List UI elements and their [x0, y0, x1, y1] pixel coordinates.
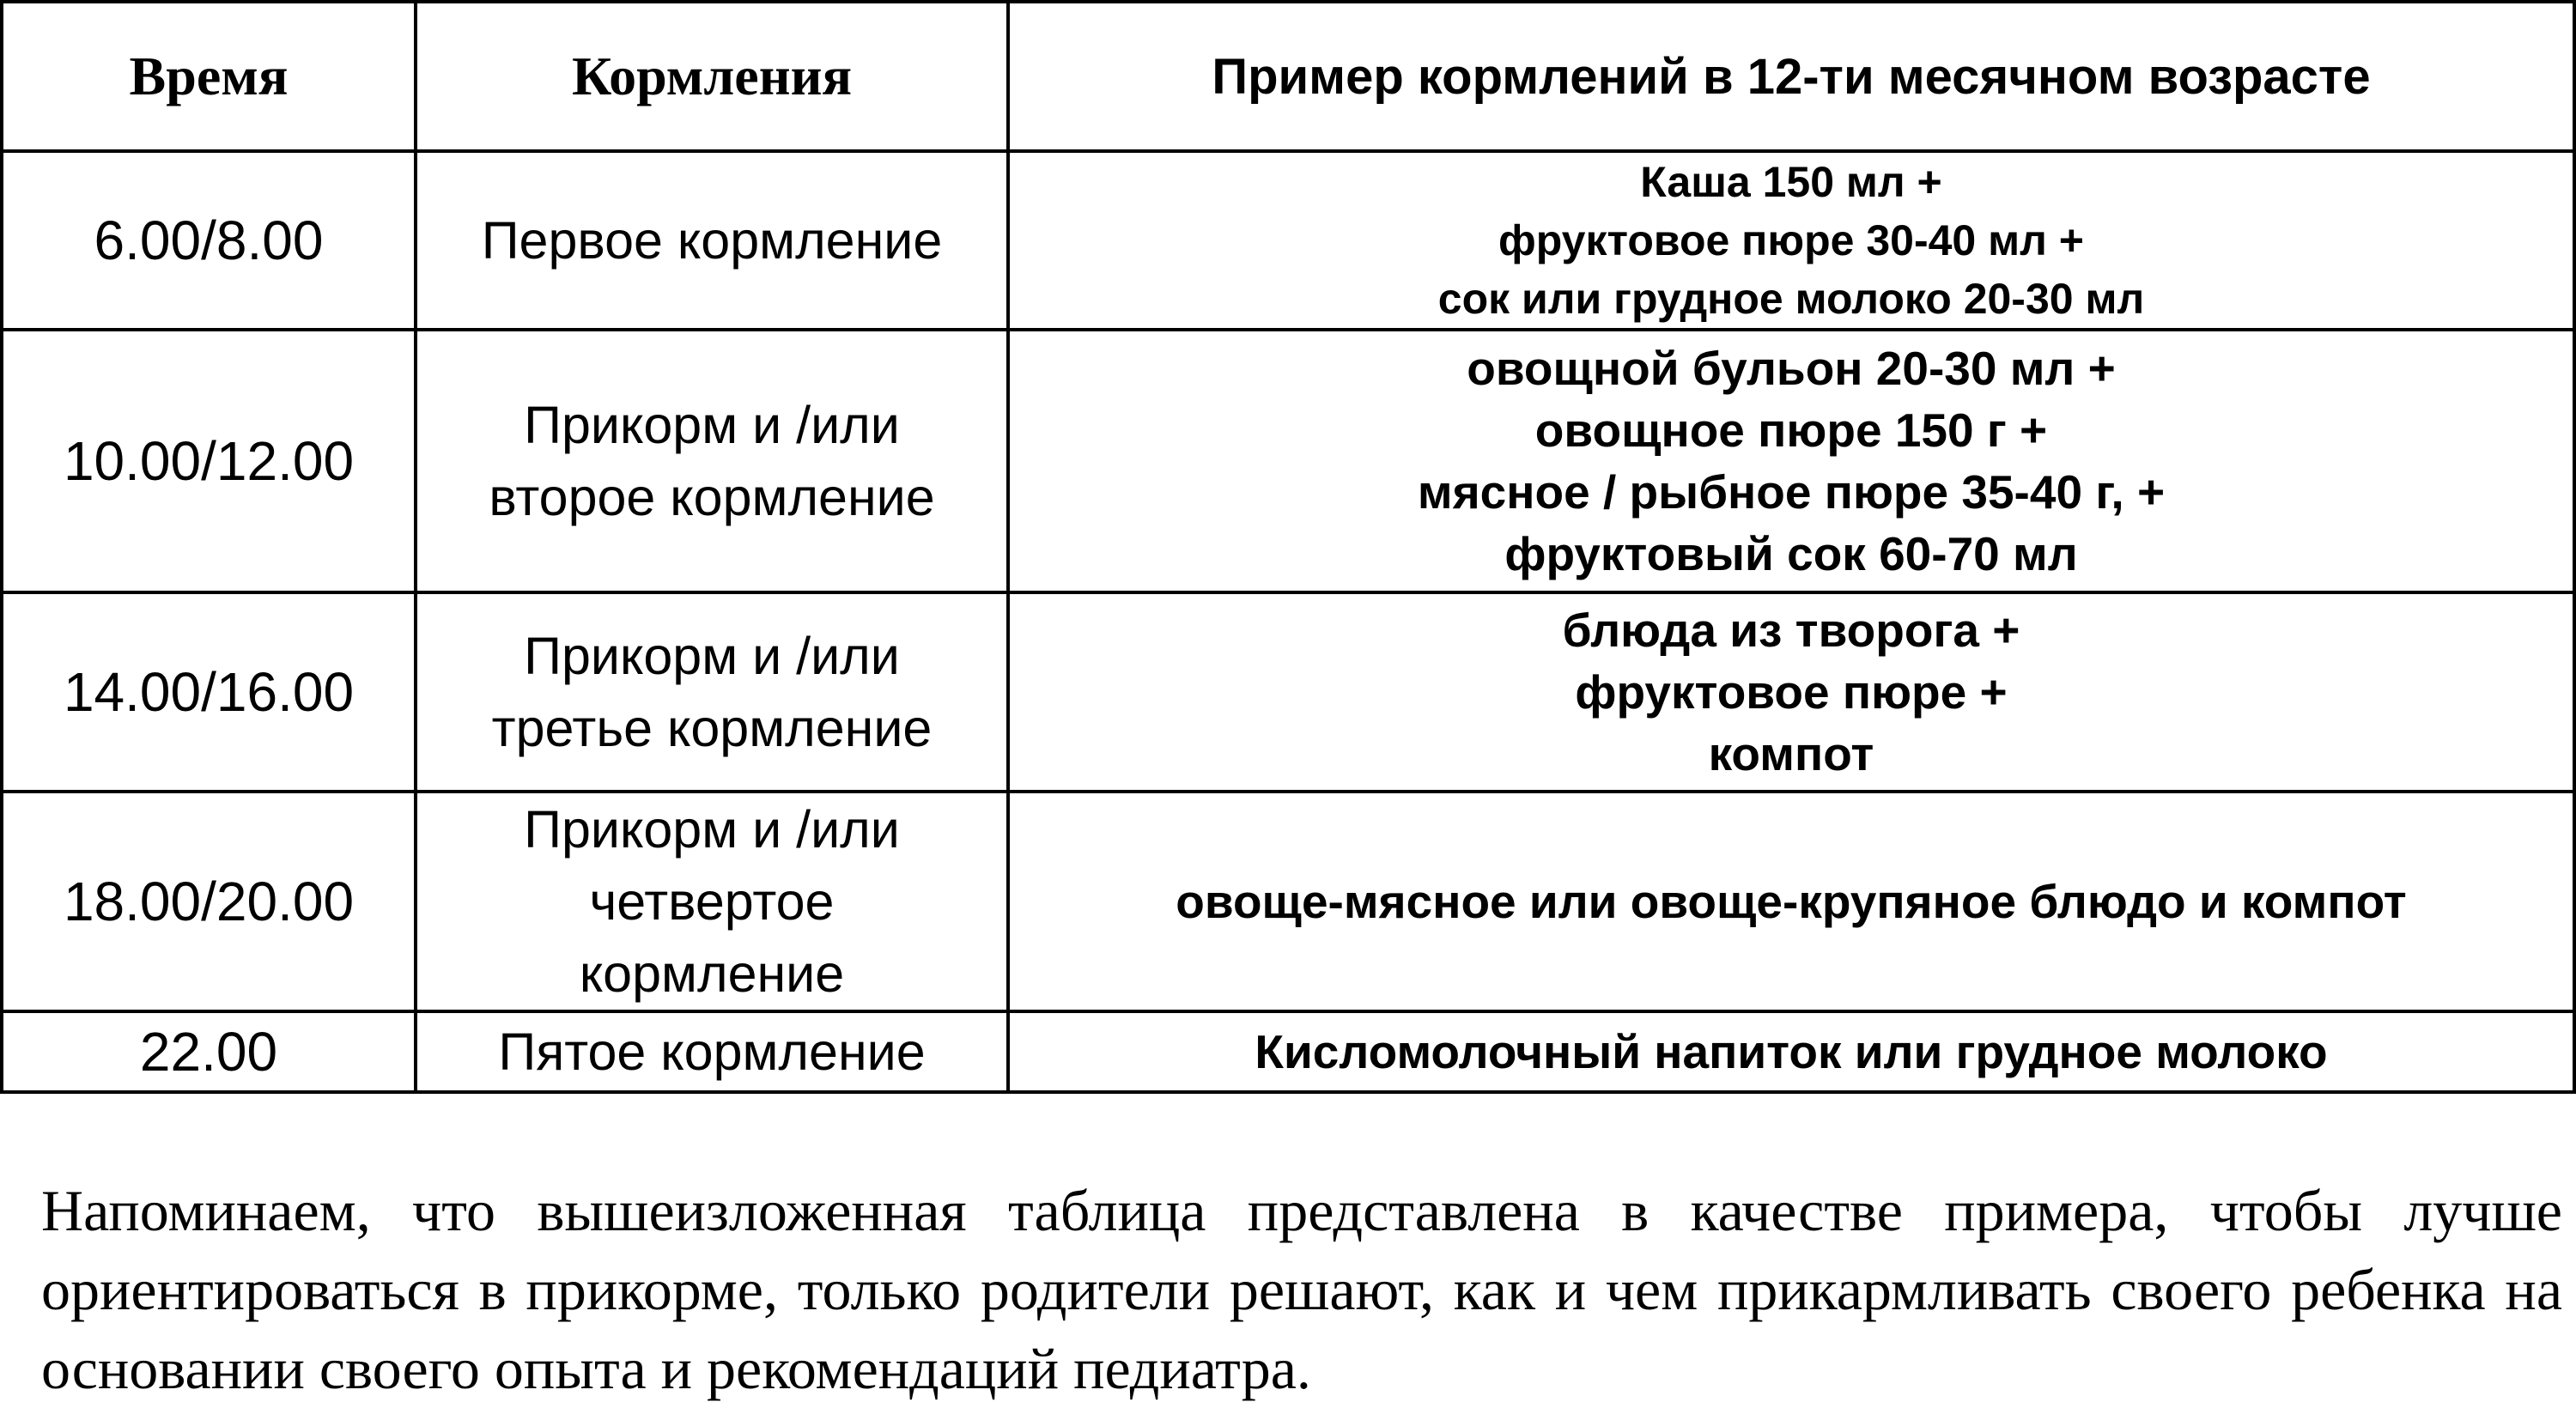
example-line: мясное / рыбное пюре 35-40 г, + — [1417, 465, 2166, 519]
example-line: фруктовое пюре + — [1575, 665, 2008, 719]
feeding-line: Прикорм и /или — [524, 396, 900, 454]
feeding-cell — [416, 151, 1008, 330]
example-line: блюда из творога + — [1562, 604, 2020, 657]
example-cell — [1008, 151, 2574, 330]
example-line: овощной бульон 20-30 мл + — [1467, 342, 2116, 395]
feeding-line: Первое кормление — [481, 211, 943, 270]
table-row — [2, 592, 2574, 792]
example-line: овощное пюре 150 г + — [1534, 404, 2048, 457]
header-time: Время — [2, 2, 416, 151]
time-cell: 22.00 — [2, 1011, 416, 1092]
feeding-cell — [416, 792, 1008, 1011]
example-cell — [1008, 1011, 2574, 1092]
feeding-line: второе кормление — [489, 468, 935, 526]
feeding-cell — [416, 1011, 1008, 1092]
feeding-line: кормление — [579, 944, 845, 1003]
time-cell: 14.00/16.00 — [2, 592, 416, 792]
table-row — [2, 792, 2574, 1011]
table-row — [2, 330, 2574, 592]
disclaimer-note: Напоминаем, что вышеизложенная таблица представлена в качестве примера, чтобы лучше ориентироваться в прикорме, только родители решают, как и чем прикармливать своего ребенка на основании своего опыта и рекомендаций педиатра. — [41, 1178, 2562, 1401]
feeding-cell — [416, 330, 1008, 592]
feeding-line: четвертое — [589, 872, 835, 931]
time-cell: 18.00/20.00 — [2, 792, 416, 1011]
table-row — [2, 151, 2574, 330]
feeding-cell — [416, 592, 1008, 792]
example-cell — [1008, 592, 2574, 792]
example-line: фруктовый сок 60-70 мл — [1504, 527, 2078, 580]
header-example: Пример кормлений в 12-ти месячном возрасте — [1008, 2, 2574, 151]
example-cell — [1008, 330, 2574, 592]
example-line: фруктовое пюре 30-40 мл + — [1498, 216, 2084, 264]
feeding-line: Пятое кормление — [498, 1023, 926, 1081]
example-line: сок или грудное молоко 20-30 мл — [1437, 275, 2145, 323]
time-cell: 6.00/8.00 — [2, 151, 416, 330]
table-row — [2, 1011, 2574, 1092]
example-line: овоще-мясное или овоще-крупяное блюдо и компот — [1176, 875, 2407, 928]
example-line: компот — [1708, 727, 1874, 780]
feeding-line: Прикорм и /или — [524, 627, 900, 685]
table-header-row — [2, 2, 2574, 151]
feeding-line: Прикорм и /или — [524, 800, 900, 859]
example-line: Каша 150 мл + — [1640, 158, 1942, 206]
feeding-line: третье кормление — [491, 699, 933, 757]
header-feeding: Кормления — [416, 2, 1008, 151]
example-line: Кисломолочный напиток или грудное молоко — [1255, 1025, 2328, 1078]
time-cell: 10.00/12.00 — [2, 330, 416, 592]
example-cell — [1008, 792, 2574, 1011]
